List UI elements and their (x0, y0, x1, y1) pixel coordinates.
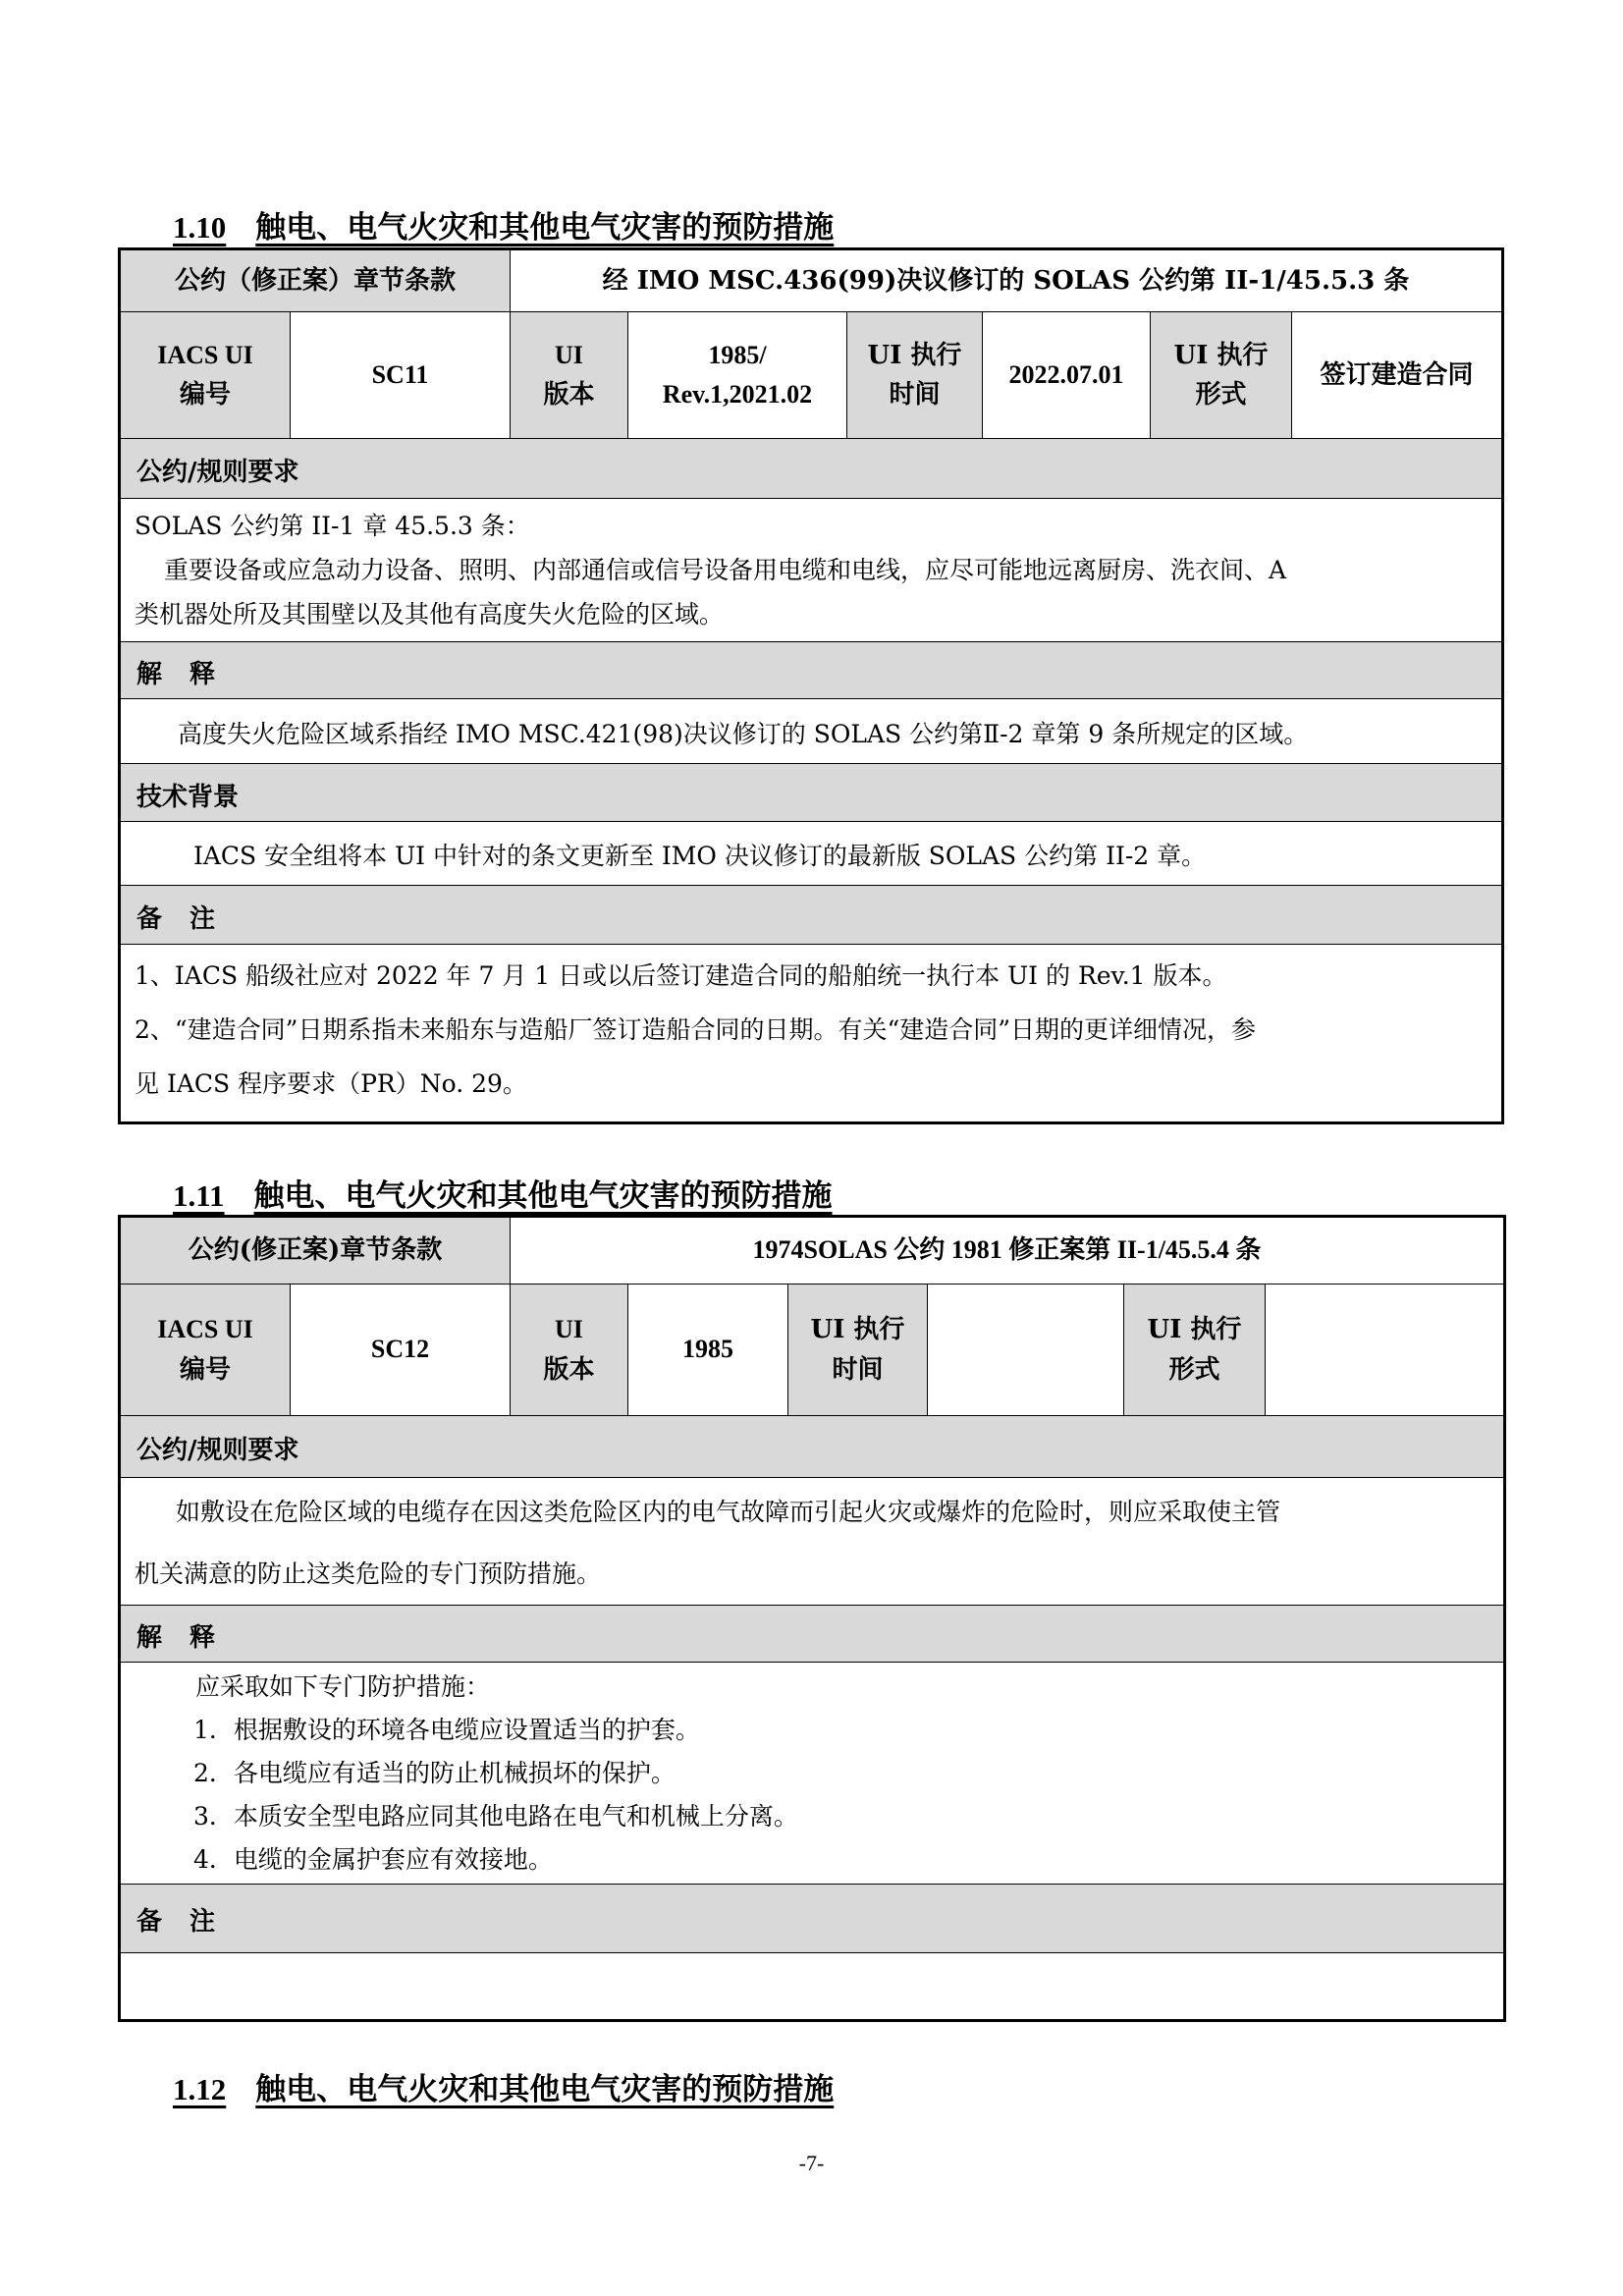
section-number: 1.11 (173, 1178, 225, 1213)
interpretation-line: 4．电缆的金属护套应有效接地。 (193, 1845, 553, 1874)
interpretation-line: 3．本质安全型电路应同其他电路在电气和机械上分离。 (193, 1802, 798, 1831)
convention-clause-value: 1974SOLAS 公约 1981 修正案第 II-1/45.5.4 条 (510, 1218, 1503, 1284)
notes-content (121, 944, 1501, 1121)
interpretation-label-row (121, 641, 1501, 698)
background-label-row (121, 763, 1501, 821)
ui-exec-date-label: UI 执行 时间 (846, 312, 982, 438)
interpretation-line: 应采取如下专门防护措施： (195, 1672, 491, 1701)
ui-exec-form-value: 签订建造合同 (1291, 312, 1501, 438)
requirement-label-row (121, 1415, 1503, 1477)
requirement-label: 公约/规则要求 (136, 1436, 299, 1465)
notes-line: 见 IACS 程序要求（PR）No. 29。 (135, 1069, 527, 1098)
interpretation-label: 解释 (136, 660, 243, 689)
ui-version-label: UI 版本 (510, 312, 627, 438)
ui-table-sc12 (118, 1215, 1506, 2022)
page-number: -7- (798, 2151, 825, 2175)
section-heading-1-10 (173, 202, 834, 246)
interpretation-line: 2．各电缆应有适当的防止机械损坏的保护。 (193, 1759, 676, 1787)
requirement-line: 如敷设在危险区域的电缆存在因这类危险区内的电气故障而引起火灾或爆炸的危险时，则应采取使主管 (176, 1498, 1281, 1526)
notes-label: 备注 (136, 904, 243, 934)
notes-line: 2、“建造合同”日期系指未来船东与造船厂签订造船合同的日期。有关“建造合同”日期的更详细情况，参 (135, 1015, 1257, 1044)
interpretation-content (121, 1662, 1503, 1884)
section-title: 触电、电气火灾和其他电气灾害的预防措施 (253, 1178, 833, 1214)
ui-info-row (121, 311, 1501, 438)
requirement-label-row (121, 438, 1501, 498)
requirement-content (121, 498, 1501, 641)
notes-line: 1、IACS 船级社应对 2022 年 7 月 1 日或以后签订建造合同的船舶统一执行本 UI 的 Rev.1 版本。 (135, 961, 1227, 990)
section-title: 触电、电气火灾和其他电气灾害的预防措施 (255, 210, 835, 246)
notes-content (121, 1952, 1503, 2019)
interpretation-line: 1．根据敷设的环境各电缆应设置适当的护套。 (193, 1716, 700, 1744)
interpretation-label-row (121, 1605, 1503, 1662)
ui-exec-date-value (927, 1285, 1123, 1415)
section-number: 1.12 (173, 2072, 227, 2106)
ui-number-value: SC11 (290, 312, 510, 438)
requirement-line: 重要设备或应急动力设备、照明、内部通信或信号设备用电缆和电线，应尽可能地远离厨房、洗衣间、A (164, 556, 1287, 584)
section-number: 1.10 (173, 210, 227, 245)
table-header-row (121, 250, 1501, 311)
requirement-line: 机关满意的防止这类危险的专门预防措施。 (135, 1559, 602, 1588)
section-heading-1-12 (173, 2064, 834, 2108)
ui-info-row (121, 1284, 1503, 1415)
requirement-line: 类机器处所及其围壁以及其他有高度失火危险的区域。 (135, 600, 725, 629)
notes-label-row (121, 1884, 1503, 1952)
background-content (121, 821, 1501, 885)
ui-number-label: IACS UI 编号 (121, 1285, 290, 1415)
convention-clause-value: 经 IMO MSC.436(99)决议修订的 SOLAS 公约第 II-1/45.5.3 条 (510, 250, 1501, 311)
ui-number-value: SC12 (290, 1285, 510, 1415)
interpretation-content (121, 698, 1501, 763)
ui-table-sc11 (118, 247, 1504, 1124)
interpretation-line: 高度失火危险区域系指经 IMO MSC.421(98)决议修订的 SOLAS 公约第Ⅱ-2 章第 9 条所规定的区域。 (178, 720, 1309, 748)
ui-version-value: 1985/ Rev.1,2021.02 (627, 312, 846, 438)
ui-exec-date-label: UI 执行 时间 (787, 1285, 927, 1415)
convention-clause-label: 公约（修正案）章节条款 (174, 265, 456, 296)
background-label: 技术背景 (136, 783, 240, 812)
ui-exec-date-value: 2022.07.01 (982, 312, 1150, 438)
ui-version-label: UI 版本 (510, 1285, 627, 1415)
convention-clause-label: 公约(修正案)章节条款 (121, 1218, 510, 1284)
table-header-row (121, 1218, 1503, 1284)
section-heading-1-11 (173, 1171, 833, 1215)
ui-version-value: 1985 (627, 1285, 787, 1415)
ui-exec-form-value (1265, 1285, 1503, 1415)
requirement-content (121, 1477, 1503, 1605)
interpretation-label: 解释 (136, 1623, 243, 1653)
notes-label-row (121, 885, 1501, 944)
requirement-line: SOLAS 公约第 II-1 章 45.5.3 条： (135, 512, 530, 540)
ui-number-label: IACS UI 编号 (121, 312, 290, 438)
ui-exec-form-label: UI 执行 形式 (1150, 312, 1291, 438)
section-title: 触电、电气火灾和其他电气灾害的预防措施 (255, 2072, 835, 2107)
background-line: IACS 安全组将本 UI 中针对的条文更新至 IMO 决议修订的最新版 SOLAS 公约第 II-2 章。 (193, 842, 1207, 870)
ui-exec-form-label: UI 执行 形式 (1123, 1285, 1265, 1415)
notes-label: 备注 (136, 1907, 243, 1937)
requirement-label: 公约/规则要求 (136, 458, 299, 487)
